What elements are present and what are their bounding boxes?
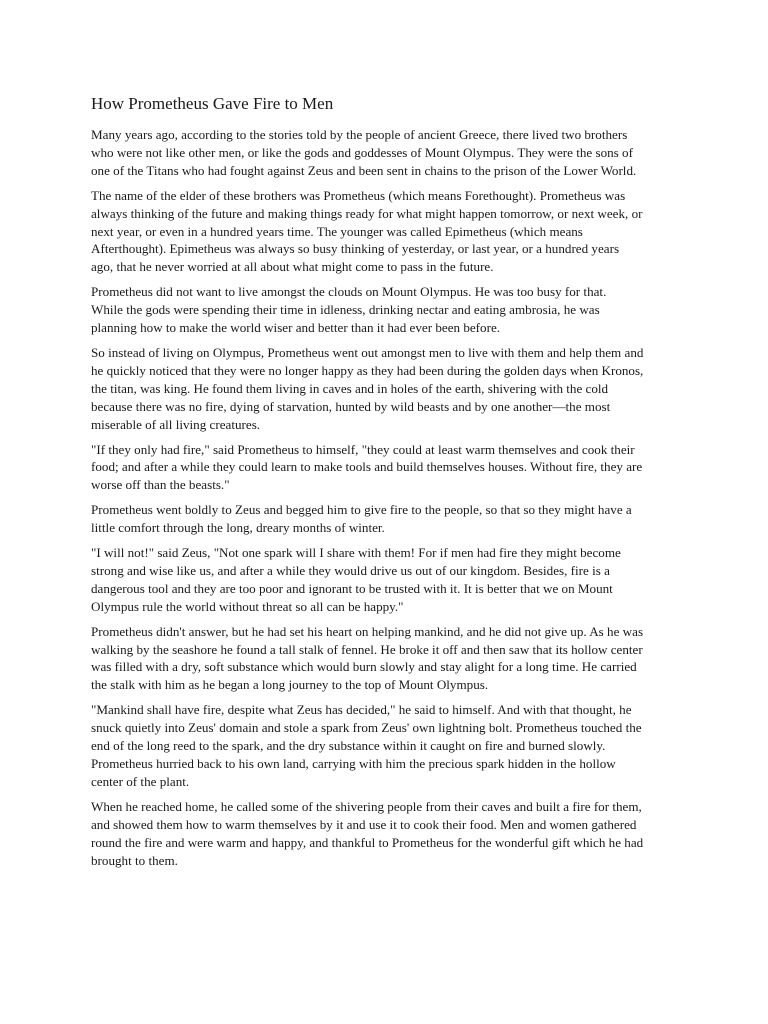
paragraph: Many years ago, according to the stories told by the people of ancient Greece, there lived two brothers who were not like other men, or like the gods and goddesses of Mount Olympus. They were the sons of one of the Titans who had fought against Zeus and been sent in chains to the prison of the Lower World. [91, 127, 637, 178]
paragraph: Prometheus went boldly to Zeus and begged him to give fire to the people, so that so they might have a little comfort through the long, dreary months of winter. [91, 502, 632, 536]
paragraph: The name of the elder of these brothers was Prometheus (which means Forethought). Prometheus was always thinking of the future and making things ready for what might happen tomorrow, or next week, or next year, or even in a hundred years time. The younger was called Epimetheus (which means Afterthought). Epimetheus was always so busy thinking of yesterday, or last year, or a hundred years ago, that he never worried at all about what might come to pass in the future. [91, 187, 643, 275]
paragraph: So instead of living on Olympus, Prometheus went out amongst men to live with them and help them and he quickly noticed that they were no longer happy as they had been during the golden days when Kronos, the titan, was king. He found them living in caves and in holes of the earth, shivering with the cold because there was no fire, dying of starvation, hunted by wild beasts and by one another—the most miserable of all living creatures. [91, 344, 644, 432]
paragraph: "If they only had fire," said Prometheus to himself, "they could at least warm themselves and cook their food; and after a while they could learn to make tools and build themselves houses. Without fire, they are worse off than the beasts." [91, 441, 643, 493]
paragraph: When he reached home, he called some of the shivering people from their caves and built a fire for them, and showed them how to warm themselves by it and use it to cook their food. Men and women gathered round the fire and were warm and happy, and thankful to Prometheus for the wonderful gift which he had brought to them. [91, 798, 644, 868]
paragraph: "I will not!" said Zeus, "Not one spark will I share with them! For if men had fire they might become strong and wise like us, and after a while they would drive us out of our kingdom. Besides, fire is a dangerous tool and they are too poor and ignorant to be trusted with it. It is better that we on Mount Olympus rule the world without threat so all can be happy." [91, 545, 621, 614]
document-title: How Prometheus Gave Fire to Men [91, 94, 334, 113]
paragraph: Prometheus did not want to live amongst the clouds on Mount Olympus. He was too busy for that. While the gods were spending their time in idleness, drinking nectar and eating ambrosia, he was planning how to make the world wiser and better than it had ever been before. [91, 284, 607, 336]
document-page [91, 94, 691, 876]
paragraph: "Mankind shall have fire, despite what Zeus has decided," he said to himself. And with that thought, he snuck quietly into Zeus' domain and stole a spark from Zeus' own lightning bolt. Prometheus touched the end of the long reed to the spark, and the dry substance within it caught on fire and burned slowly. Prometheus hurried back to his own land, carrying with him the precious spark hidden in the hollow center of the plant. [91, 702, 642, 789]
paragraph: Prometheus didn't answer, but he had set his heart on helping mankind, and he did not give up. As he was walking by the seashore he found a tall stalk of fennel. He broke it off and then saw that its hollow center was filled with a dry, soft substance which would burn slowly and stay alight for a long time. He carried the stalk with him as he began a long journey to the top of Mount Olympus. [91, 623, 644, 693]
